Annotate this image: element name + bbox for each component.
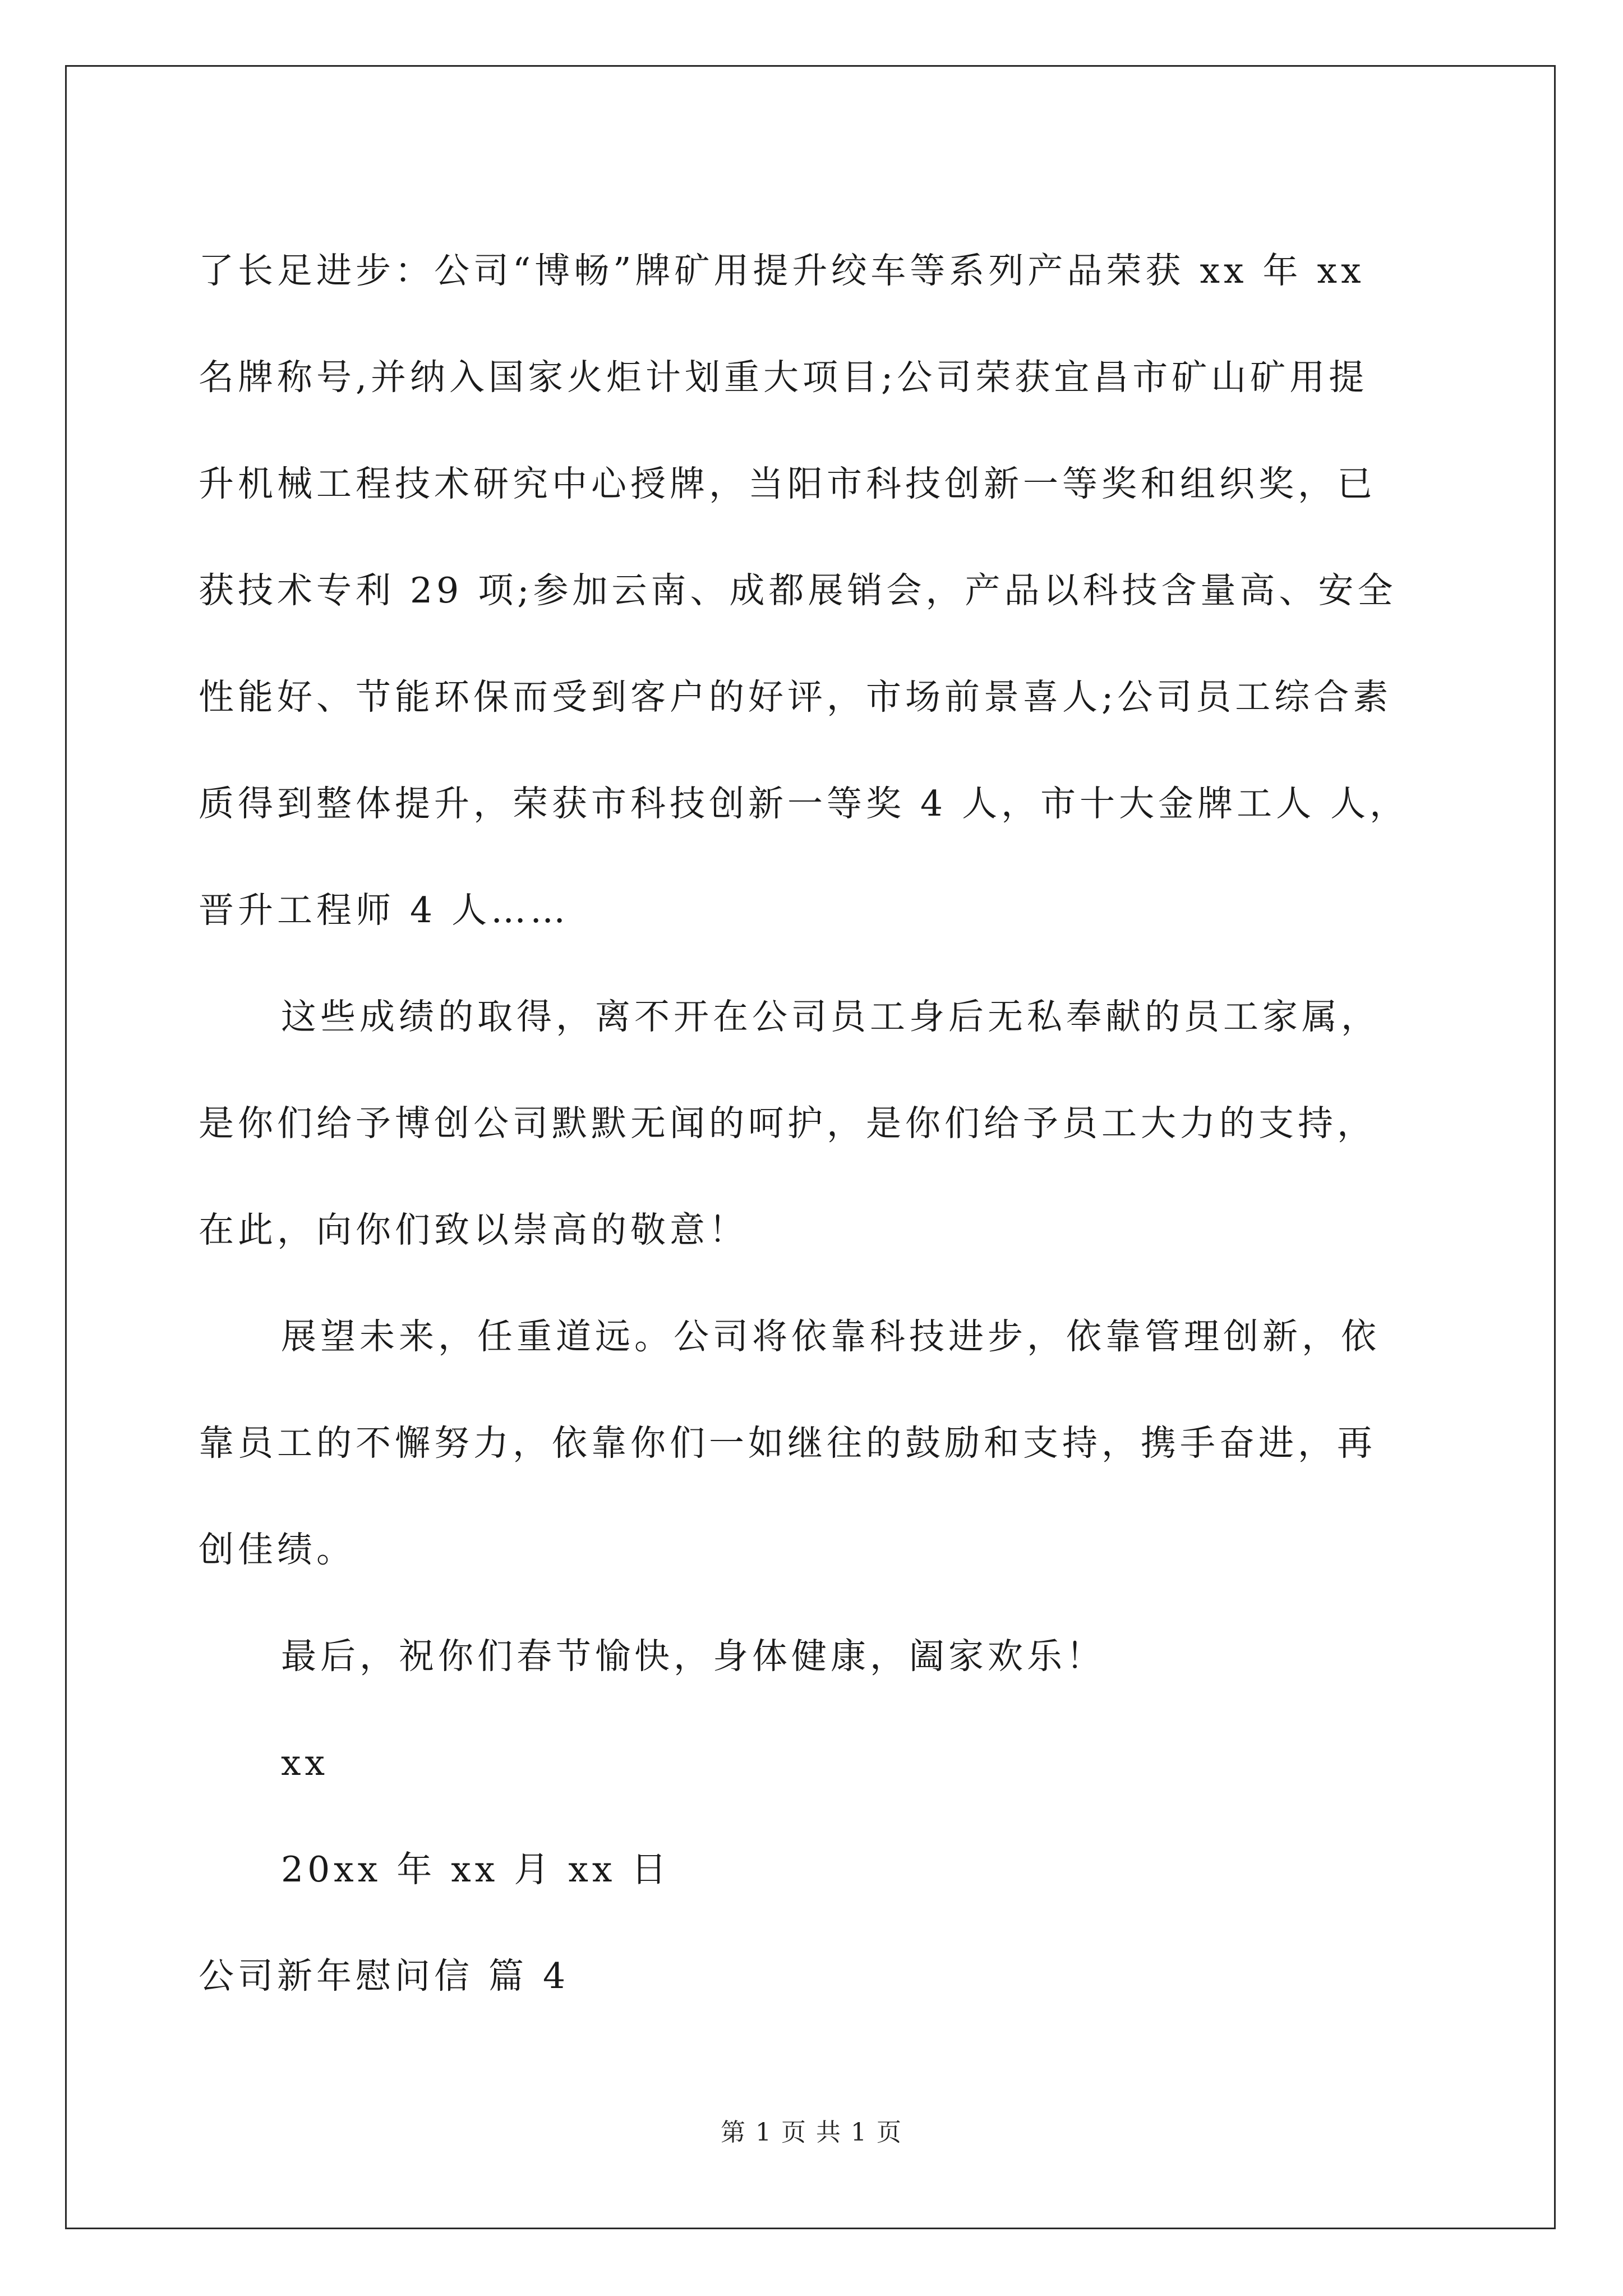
paragraph-start-line: 这些成绩的取得，离不开在公司员工身后无私奉献的员工家属， [281,996,1380,1037]
body-line: 靠员工的不懈努力，依靠你们一如继往的鼓励和支持，携手奋进，再 [199,1423,1376,1464]
body-line: 质得到整体提升，荣获市科技创新一等奖 4 人，市十大金牌工人 人， [199,783,1409,824]
paragraph-start-line: 展望未来，任重道远。公司将依靠科技进步，依靠管理创新，依 [281,1316,1380,1357]
letter-body [199,218,1455,2030]
section-heading: 公司新年慰问信 篇 4 [199,1955,570,1996]
body-line: 是你们给予博创公司默默无闻的呵护，是你们给予员工大力的支持， [199,1103,1376,1144]
body-line: 获技术专利 29 项;参加云南、成都展销会，产品以科技含量高、安全 [199,570,1397,611]
body-line: 升机械工程技术研究中心授牌，当阳市科技创新一等奖和组织奖，已 [199,463,1376,504]
closing-greeting: 最后，祝你们春节愉快，身体健康，阖家欢乐！ [281,1636,1105,1677]
body-line: 创佳绩。 [199,1529,356,1570]
page-footer: 第 1 页 共 1 页 [721,2118,902,2147]
date-line: 20xx 年 xx 月 xx 日 [281,1849,671,1890]
body-line: 晋升工程师 4 人…… [199,890,570,931]
body-line: 在此，向你们致以崇高的敬意！ [199,1209,748,1250]
body-line: 名牌称号,并纳入国家火炬计划重大项目;公司荣获宜昌市矿山矿用提 [199,357,1368,398]
signature: xx [281,1742,329,1783]
body-line: 性能好、节能环保而受到客户的好评，市场前景喜人;公司员工综合素 [199,677,1393,717]
body-line: 了长足进步：公司“博畅”牌矿用提升绞车等系列产品荣获 xx 年 xx [199,250,1365,291]
